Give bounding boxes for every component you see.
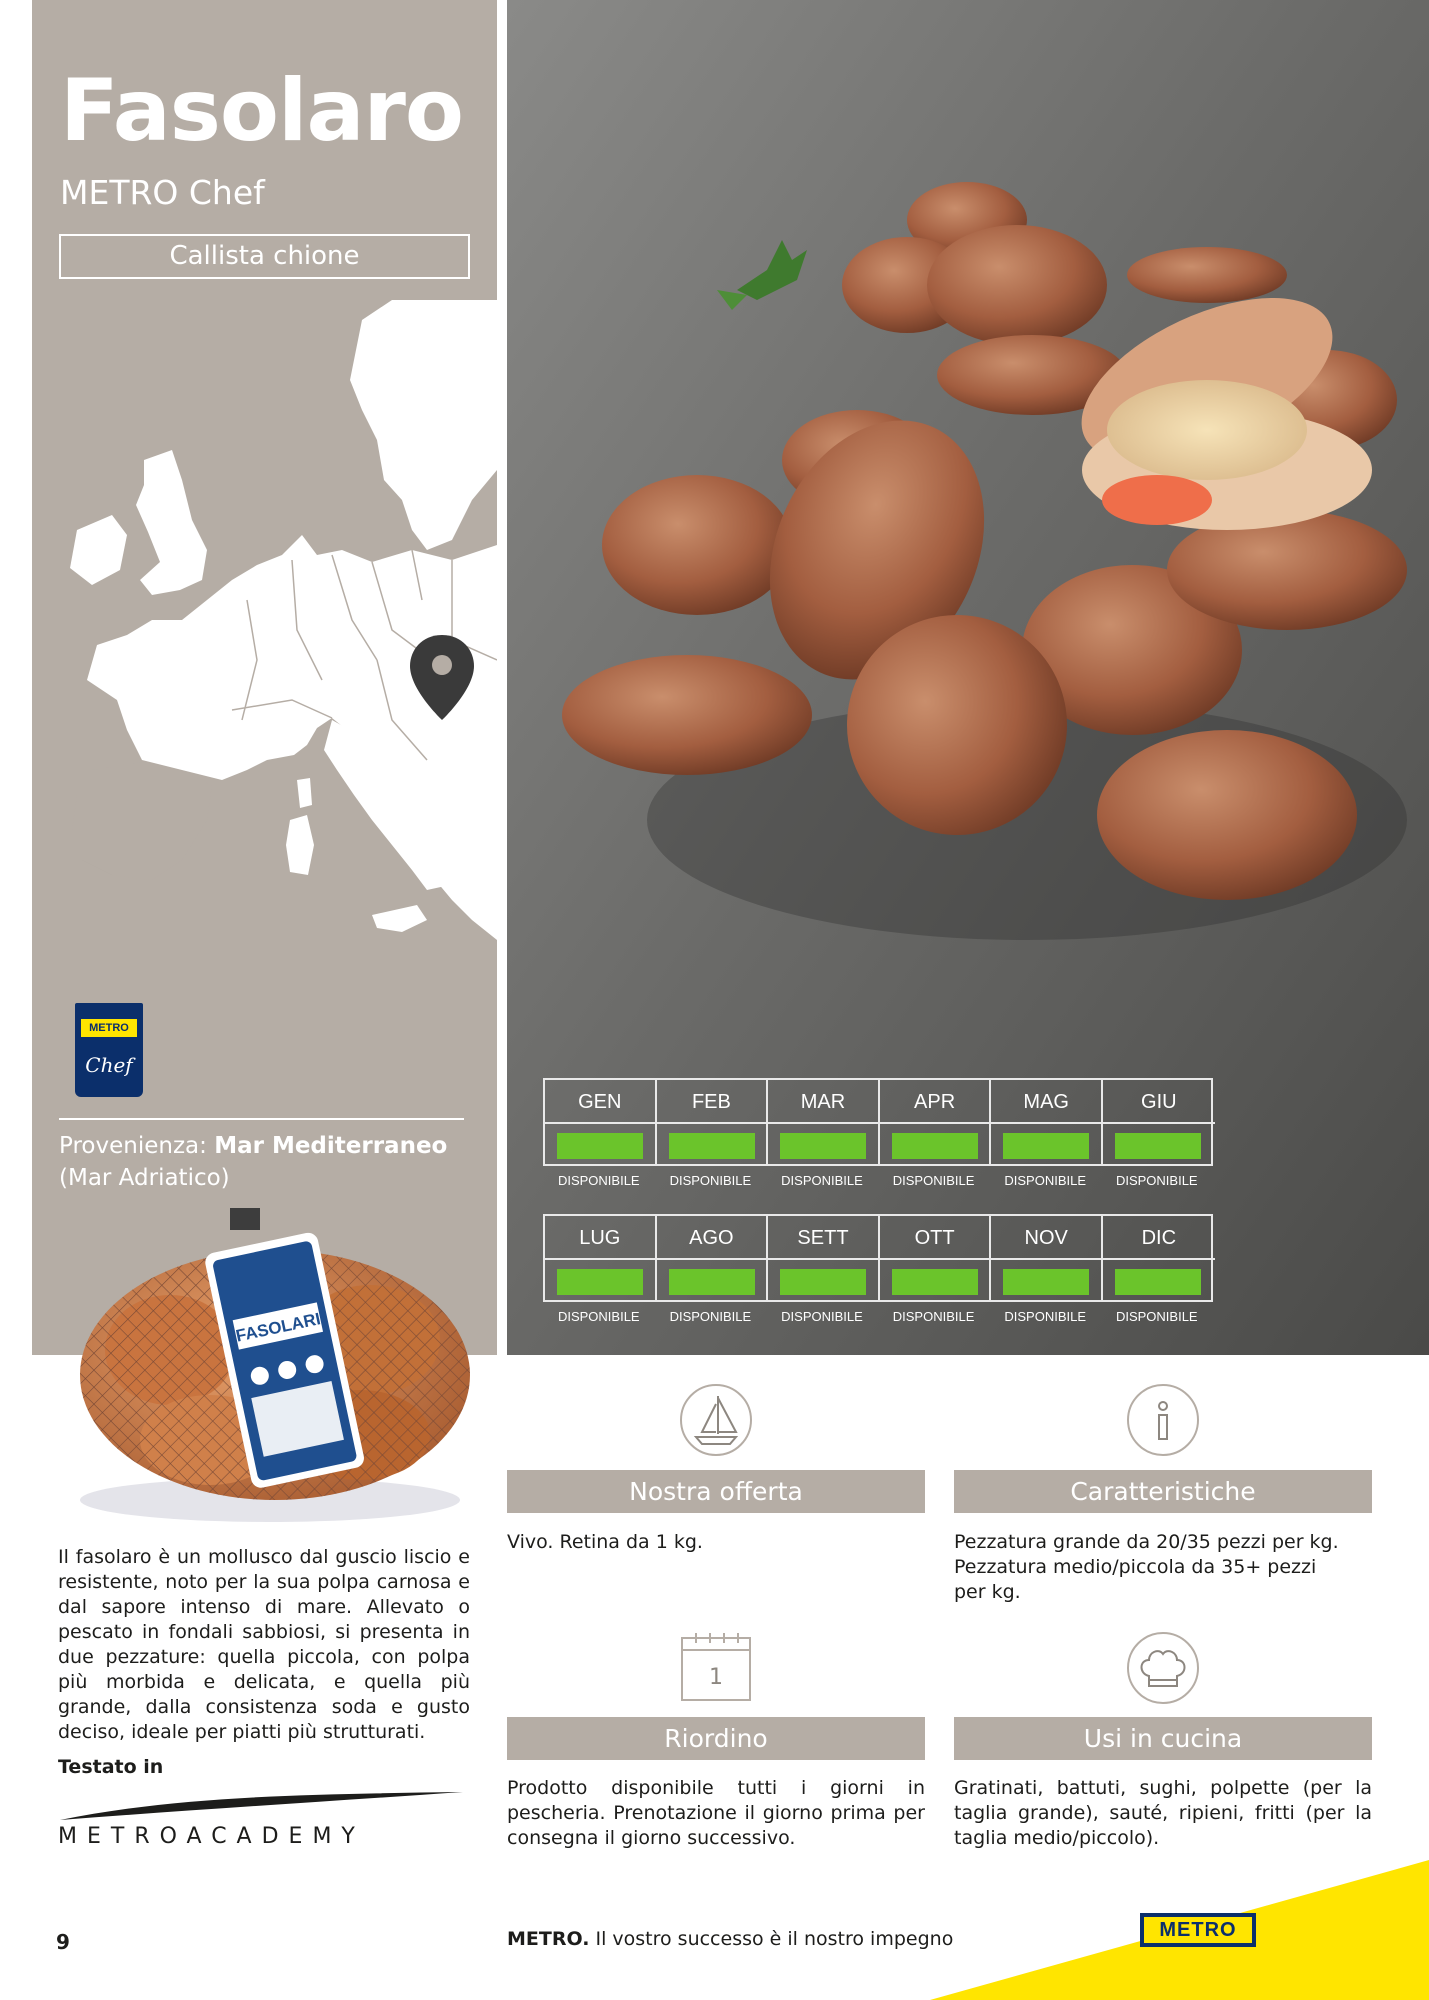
provenance-detail: (Mar Adriatico) bbox=[59, 1165, 230, 1191]
month-cell bbox=[657, 1216, 769, 1300]
month-label: NOV bbox=[991, 1216, 1101, 1260]
available-bar bbox=[1003, 1269, 1089, 1295]
features-line-2: Pezzatura medio/piccola da 35+ pezzi bbox=[954, 1556, 1317, 1578]
month-cell bbox=[657, 1080, 769, 1164]
features-line-3: per kg. bbox=[954, 1581, 1021, 1603]
features-line-1: Pezzatura grande da 20/35 pezzi per kg. bbox=[954, 1531, 1339, 1553]
availability-row-2 bbox=[543, 1214, 1213, 1302]
available-bar bbox=[892, 1269, 978, 1295]
product-bag-image bbox=[60, 1200, 480, 1530]
available-bar bbox=[669, 1133, 755, 1159]
metro-logo-text: METRO bbox=[1144, 1917, 1252, 1943]
cooking-text: Gratinati, battuti, sughi, polpette (per la taglia grande), sauté, ripieni, fritti (per la taglia medio/piccolo). bbox=[954, 1777, 1372, 1849]
map-iberia bbox=[72, 762, 212, 880]
calendar-icon bbox=[678, 1630, 754, 1706]
month-label: MAR bbox=[768, 1080, 878, 1124]
brand-line: METRO Chef bbox=[60, 173, 265, 212]
status-label: DISPONIBILE bbox=[557, 1173, 640, 1188]
metro-chef-logo-bottom: Chef bbox=[85, 1053, 133, 1077]
calendar-day: 1 bbox=[709, 1665, 723, 1690]
map-great-britain bbox=[136, 450, 207, 595]
availability-row-1 bbox=[543, 1078, 1213, 1166]
cooking-header: Usi in cucina bbox=[954, 1717, 1372, 1760]
status-label: DISPONIBILE bbox=[781, 1309, 863, 1324]
available-bar bbox=[780, 1133, 866, 1159]
product-title: Fasolaro bbox=[60, 61, 464, 161]
month-cell bbox=[1103, 1080, 1215, 1164]
status-label: DISPONIBILE bbox=[1004, 1309, 1086, 1324]
reorder-header: Riordino bbox=[507, 1717, 925, 1760]
provenance bbox=[59, 1130, 479, 1194]
month-label: FEB bbox=[657, 1080, 767, 1124]
available-bar bbox=[557, 1269, 643, 1295]
month-label: GEN bbox=[545, 1080, 655, 1124]
academy-wordmark: METROACADEMY bbox=[58, 1824, 365, 1849]
month-cell bbox=[1103, 1216, 1215, 1300]
provenance-value: Mar Mediterraneo bbox=[214, 1133, 448, 1159]
metro-chef-logo bbox=[75, 1003, 143, 1097]
status-label: DISPONIBILE bbox=[669, 1173, 752, 1188]
offer-text: Vivo. Retina da 1 kg. bbox=[507, 1531, 703, 1553]
month-cell bbox=[880, 1216, 992, 1300]
month-label: DIC bbox=[1103, 1216, 1215, 1260]
tested-in-label: Testato in bbox=[58, 1756, 164, 1778]
map-sardinia bbox=[286, 815, 314, 875]
month-cell bbox=[545, 1080, 657, 1164]
footer-tagline bbox=[507, 1928, 953, 1950]
status-label: DISPONIBILE bbox=[1004, 1173, 1086, 1188]
month-label: GIU bbox=[1103, 1080, 1215, 1124]
status-label: DISPONIBILE bbox=[892, 1173, 975, 1188]
product-description: Il fasolaro è un mollusco dal guscio liscio e resistente, noto per la sua polpa carnosa e dal sapore intenso di mare. Allevato o pescato in fondali sabbiosi, si presenta in due pezzature: quella piccola, con polpa più morbida e delicata, e quella più grande, dalla consistenza soda e gusto deciso, ideale per piatti più strutturati. bbox=[58, 1546, 470, 1743]
sailboat-icon bbox=[678, 1382, 754, 1458]
provenance-label: Provenienza: bbox=[59, 1133, 207, 1159]
features-header: Caratteristiche bbox=[954, 1470, 1372, 1513]
latin-name-box: Callista chione bbox=[59, 234, 470, 279]
available-bar bbox=[557, 1133, 643, 1159]
tagline-bold: METRO. bbox=[507, 1928, 590, 1950]
status-label: DISPONIBILE bbox=[557, 1309, 640, 1324]
month-cell bbox=[768, 1216, 880, 1300]
map-ireland bbox=[70, 515, 127, 585]
bag-label-text: FASOLARI bbox=[234, 1309, 323, 1346]
map-corsica bbox=[297, 778, 312, 808]
tagline-rest: Il vostro successo è il nostro impegno bbox=[589, 1928, 954, 1950]
month-label: OTT bbox=[880, 1216, 990, 1260]
chef-hat-icon bbox=[1125, 1630, 1201, 1706]
available-bar bbox=[780, 1269, 866, 1295]
month-cell bbox=[545, 1216, 657, 1300]
available-bar bbox=[1115, 1133, 1201, 1159]
month-cell bbox=[991, 1216, 1103, 1300]
month-label: AGO bbox=[657, 1216, 767, 1260]
month-cell bbox=[991, 1080, 1103, 1164]
month-label: MAG bbox=[991, 1080, 1101, 1124]
metro-logo bbox=[1140, 1913, 1256, 1947]
status-label: DISPONIBILE bbox=[1115, 1173, 1198, 1188]
status-label: DISPONIBILE bbox=[892, 1309, 975, 1324]
month-label: LUG bbox=[545, 1216, 655, 1260]
available-bar bbox=[1115, 1269, 1201, 1295]
status-label: DISPONIBILE bbox=[781, 1173, 863, 1188]
left-panel bbox=[32, 0, 497, 1355]
metro-chef-logo-top: METRO bbox=[81, 1019, 137, 1037]
provenance-divider bbox=[59, 1118, 464, 1120]
available-bar bbox=[1003, 1133, 1089, 1159]
month-cell bbox=[880, 1080, 992, 1164]
offer-header: Nostra offerta bbox=[507, 1470, 925, 1513]
info-icon bbox=[1125, 1382, 1201, 1458]
month-label: SETT bbox=[768, 1216, 878, 1260]
reorder-text: Prodotto disponibile tutti i giorni in pescheria. Prenotazione il giorno prima per consegna il giorno successivo. bbox=[507, 1777, 925, 1849]
map-sicily bbox=[372, 905, 427, 932]
month-label: APR bbox=[880, 1080, 990, 1124]
month-cell bbox=[768, 1080, 880, 1164]
status-label: DISPONIBILE bbox=[669, 1309, 752, 1324]
features-text bbox=[954, 1530, 1372, 1605]
academy-swoosh bbox=[58, 1790, 470, 1826]
available-bar bbox=[892, 1133, 978, 1159]
metro-academy-logo bbox=[58, 1790, 470, 1850]
page-number: 9 bbox=[56, 1930, 70, 1954]
europe-map bbox=[32, 300, 497, 1070]
available-bar bbox=[669, 1269, 755, 1295]
status-label: DISPONIBILE bbox=[1115, 1309, 1198, 1324]
